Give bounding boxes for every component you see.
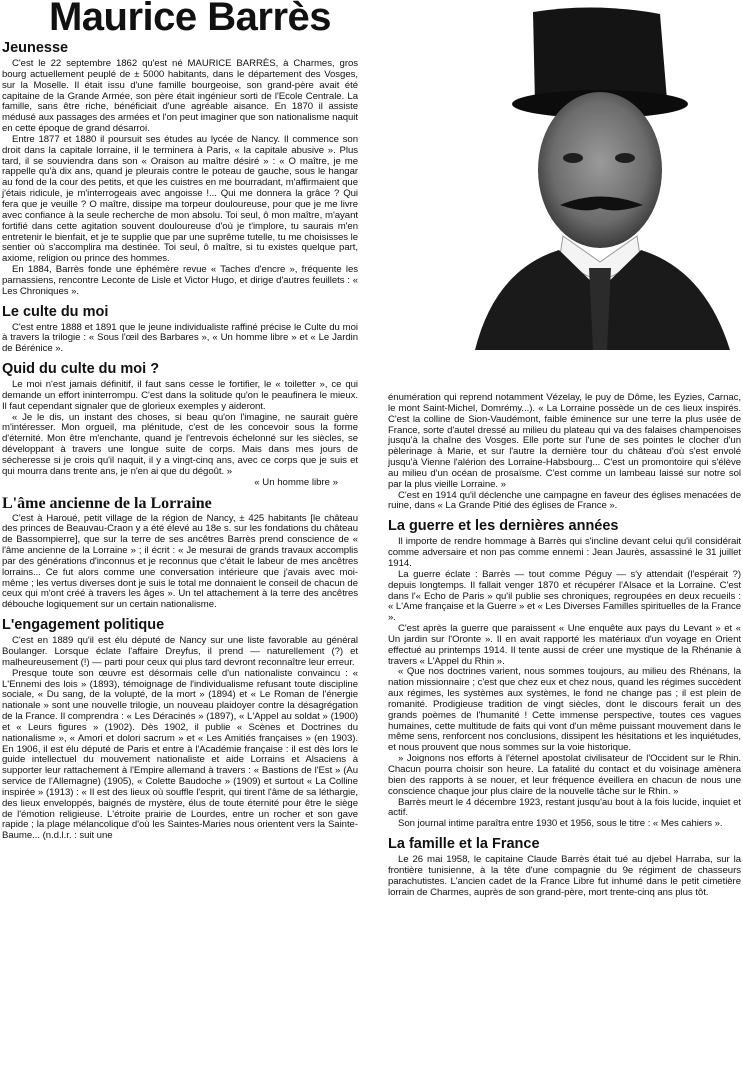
paragraph: C'est en 1914 qu'il déclenche une campagne en faveur des églises menacées de ruine, dans « La Grande Pitié des églises de France ». <box>388 489 741 512</box>
section-heading: Quid du culte du moi ? <box>2 361 160 378</box>
section-heading: L'engagement politique <box>2 617 165 634</box>
quote-source: « Un homme libre » <box>254 476 338 488</box>
paragraph: C'est le 22 septembre 1862 qu'est né MAURICE BARRÈS, à Charmes, gros bourg actuellement peuplé de ± 5000 habitants, dans le département des Vosges, sur la Moselle. Il était issu d'une famille bourgeoise, son grand-père avait été capitaine de la Grande Armée, son père était ingénieur sorti de l'Ecole Centrale. La famille, sans être riche, bénéficiait d'une agréable aisance. En 1870 il assiste médusé aux passages des armées et l'on peut imaginer que son nationalisme naquit en cette époque de grand désarroi. <box>2 58 358 135</box>
paragraph: Presque toute son œuvre est désormais celle d'un nationaliste convaincu : « L'Ennemi des lois » (1893), témoignage de l'individualisme refusant toute discipline sociale, « Du sang, de la volupté, de la mort » (1894) et « Le Roman de l'énergie nationale » sont une nouvelle trilogie, un nouveau plaidoyer contre la désagrégation de la France. Il comprendra : « Les Déracinés » (1897), « L'Appel au soldat » (1900) et « Leurs figures » (1902). Dès 1902, il publie « Scènes et Doctrines du nationalisme », « Amori et dolori sacrum » et « Les Amitiés françaises » (en 1903). En 1906, il est élu député de Paris et entre à l'Académie française : il est dès lors le guide intellectuel du mouvement nationaliste et aide Lorrains et Alsaciens à supporter leur rattachement à l'Empire allemand à travers : « Bastions de l'Est » (Au service de l'Allemagne) (1905), « Colette Baudoche » (1909) et surtout « La Colline inspirée » (1913) : « Il est des lieux où souffle l'esprit, qui tirent l'âme de sa léthargie, des lieux enveloppés, baignés de mystère, élus de toute éternité pour être le siège de l'émotion religieuse. L'étroite prairie de Lourdes, entre un rocher et son gave rapide ; la plage mélancolique d'où les Saintes-Maries nous orientent vers la Sainte-Baume... (n.d.l.r. : suit une <box>2 667 358 842</box>
paragraph: énumération qui reprend notamment Vézelay, le puy de Dôme, les Eyzies, Carnac, le mont Saint-Michel, Domrémy...). « La Lorraine possède un de ces lieux inspirés. C'est la colline de Sion-Vaudémont, faible éminence sur une terre la plus usée de France, sorte d'autel dressé au milieu du plateau qui va des falaises champenoises jusqu'à la chaîne des Vosges. Elle porte sur l'une de ses pointes le clocher d'un pèlerinage à Marie, et sur l'autre la dernière tour du château d'où s'est envolé jusqu'à Vienne l'alérion des Lorraine-Habsbourg... C'est un promontoire qui s'élève au milieu d'un océan de prosaïsme. C'est comme un lambeau laissé sur notre sol par la plus vieille Lorraine. » <box>388 392 741 490</box>
paragraph: Son journal intime paraîtra entre 1930 et 1956, sous le titre : « Mes cahiers ». <box>398 818 723 830</box>
paragraph: C'est entre 1888 et 1891 que le jeune individualiste raffiné précise le Culte du moi à travers la trilogie : « Sous l'œil des Barbares », « Un homme libre » et « Le Jardin de Bérénice ». <box>2 321 358 355</box>
section-heading: L'âme ancienne de la Lorraine <box>2 494 212 512</box>
paragraph: Entre 1877 et 1880 il poursuit ses études au lycée de Nancy. Il commence son droit dans la capitale lorraine, il le terminera à Paris, « la capitale abusive ». Plus tard, il se souviendra dans son « Oraison au maître désiré » : « O maître, je me rappelle qu'à dix ans, quand je pleurais contre le poteau de gauche, sous le hangar au fond de la cour des petits, et que les cuistres en me bourradant, m'affirmaient que j'étais ridicule, je m'interrogeais avec angoisse !... Qui me donnera la grâce ? Qui fera que je veuille ? O maître, dissipe ma torpeur douloureuse, pour que je me livre avec confiance à la seule recherche de mon absolu. Toi seul, ô mon maître, m'ayant fortifié dans cette agitation souvent douloureuse d'où je t'implore, tu saurais m'en entretenir le bienfait, et je te supplie que par une suprême tutelle, tu me choisisses le sentier où s'accomplira ma destinée. Toi seul, ô maître, si tu existes quelque part, axiome, religion ou prince des hommes. <box>2 133 358 265</box>
section-heading: La guerre et les dernières années <box>388 518 619 535</box>
section-heading: La famille et la France <box>388 836 540 853</box>
paragraph: Le 26 mai 1958, le capitaine Claude Barrès était tué au djebel Harraba, sur la frontière tunisienne, à la tête d'une compagnie du 9e régiment de chasseurs parachutistes. L'ancien cadet de la France Libre fut inhumé dans le petit cimetière lorrain de Charmes, auprès de son grand-père, mort trente-cinq ans plus tôt. <box>388 854 741 898</box>
left-column <box>2 40 358 848</box>
paragraph: La guerre éclate : Barrès — tout comme Péguy — s'y attendait (l'espérait ?) depuis longtemps. Il fallait venger 1870 et récupérer l'Alsace et la Lorraine. C'est dans l'« Echo de Paris » qu'il publie ses chroniques, regroupées en deux recueils : « L'Ame française et la Guerre » et « Les Diverses Familles spirituelles de la France ». <box>388 568 741 624</box>
paragraph: C'est en 1889 qu'il est élu député de Nancy sur une liste favorable au général Boulanger. Lorsque éclate l'affaire Dreyfus, il prend — naturellement (?) et malheureusement (!) — parti pour ceux qui plus tard devront reconnaître leur erreur. <box>2 635 358 668</box>
section-heading: Jeunesse <box>2 40 69 56</box>
portrait-photo <box>455 0 743 350</box>
section-culte-du-moi <box>2 304 358 356</box>
paragraph: Le moi n'est jamais définitif, il faut sans cesse le fortifier, le « toiletter », ce qui demande un effort ininterrompu. C'est dans la solitude qu'on le peaufinera le mieux. Il faut cependant signaler que de glorieux exemples y aideront. <box>2 379 358 412</box>
paragraph: Barrès meurt le 4 décembre 1923, restant jusqu'au bout à la fois lucide, inquiet et actif. <box>388 796 741 819</box>
right-column <box>388 393 741 904</box>
section-continuation <box>388 393 741 512</box>
paragraph: Il importe de rendre hommage à Barrès qui s'incline devant celui qu'il considérait comme adversaire et non pas comme ennemi : Jean Jaurès, assassiné le 31 juillet 1914. <box>388 536 741 569</box>
section-famille <box>388 836 741 898</box>
section-quid-du-culte <box>2 361 358 488</box>
portrait-illustration <box>455 0 743 350</box>
section-ame-lorraine <box>2 495 358 612</box>
paragraph: En 1884, Barrès fonde une éphémère revue « Taches d'encre », fréquente les parnassiens, rencontre Leconte de Lisle et Victor Hugo, et dirige d'autres feuillets : « Les Chroniques ». <box>2 264 358 297</box>
paragraph: C'est à Haroué, petit village de la région de Nancy, ± 425 habitants [le château des princes de Beauvau-Craon y a été élevé au 18e s. sur les fondations du château de Bassompierre], que sur la terre de ses ancêtres Barrès prend conscience de « l'âme ancienne de la Lorraine » ; il écrit : « Je mesurai de grands travaux accomplis par des générations d'inconnus et je reconnus que c'était le labeur de mes ancêtres lorrains... Ce fut alors comme une conversation intérieure que j'avais avec moi-même ; les vertus diverses dont je suis le total me donnaient le conseil de chacun de ceux qui m'ont créé à travers les âges ». Un tel attachement à la terre des ancêtres débouche logiquement sur un certain nationalisme. <box>2 512 358 611</box>
section-engagement-politique <box>2 617 358 842</box>
paragraph: C'est après la guerre que paraissent « Une enquête aux pays du Levant » et « Un jardin sur l'Oronte ». Il en avait rapporté les matériaux d'un voyage en Orient effectué au printemps 1914. Il tente aussi de créer une mystique de la Rhénanie à travers « L'Appel du Rhin ». <box>388 623 741 667</box>
paragraph: « Je le dis, un instant des choses, si beau qu'on l'imagine, ne saurait guère m'intéresser. Mon orgueil, ma plénitude, c'est de les concevoir sous la forme d'éternité. Mon être m'enchante, quand je l'entrevois échelonné sur les siècles, se développant à travers une longue suite de corps. Mais dans mes jours de sécheresse si je crois qu'il naquit, il y a vingt-cinq ans, avec ce corps que je suis et qui mourra dans trente ans, je n'en ai que du dégoût. » <box>2 411 358 477</box>
section-jeunesse <box>2 40 358 298</box>
paragraph: « Que nos doctrines varient, nous sommes toujours, au milieu des Rhénans, la nation missionnaire ; c'est que chez eux et chez nous, quand les régimes succèdent aux régimes, les systèmes aux systèmes, le fond ne change pas ; il est plein de romanité. Prodigieuse tradition de vingt siècles, dont le discours ferait un des grands poèmes de l'humanité ! Cette immense perspective, toutes ces vagues humaines, cette multitude de faits qui vont d'un même puissant mouvement dans le même sens, renforcent nos conclusions, dissipent les hésitations et les inquiétudes, et nous prouvent que nous sommes sur la voie historique. <box>388 666 741 754</box>
section-guerre <box>388 518 741 830</box>
page-title: Maurice Barrès <box>48 0 332 39</box>
section-heading: Le culte du moi <box>2 303 109 320</box>
paragraph: » Joignons nos efforts à l'éternel apostolat civilisateur de l'Occident sur le Rhin. Chacun pourra choisir son heure. La fatalité du contact et du voisinage amènera bien des rapports à se nouer, et leur fréquence éveillera en chacun de nous une conscience chaque jour plus claire de la nouvelle tâche sur le Rhin. » <box>388 753 741 797</box>
